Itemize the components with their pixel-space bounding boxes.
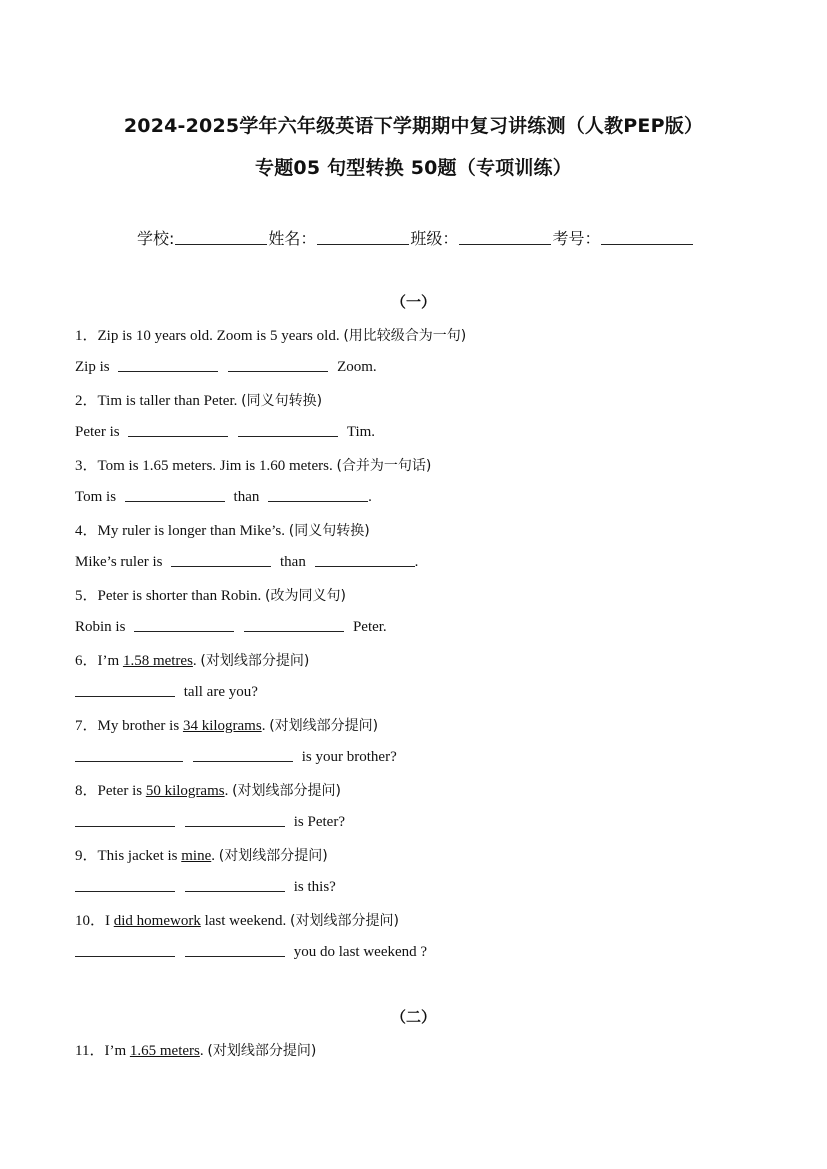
question-text: My brother is [97, 718, 180, 734]
answer-suffix: is your brother? [301, 749, 397, 765]
answer-line-2 [75, 422, 375, 441]
answer-suffix: is this? [293, 879, 336, 895]
school-blank[interactable] [175, 229, 267, 245]
answer-blank[interactable] [268, 487, 368, 502]
answer-blank[interactable] [125, 487, 225, 502]
question-5 [75, 584, 346, 605]
question-3 [75, 454, 431, 475]
answer-blank[interactable] [193, 747, 293, 762]
question-instruction: (对划线部分提问) [207, 1043, 317, 1059]
question-instruction: (同义句转换) [241, 393, 323, 409]
question-text: My ruler is longer than Mike’s. [97, 523, 285, 539]
question-number: 11． [75, 1043, 105, 1059]
underlined-part: 50 kilograms [145, 783, 225, 799]
question-number: 10． [75, 913, 106, 929]
question-7 [75, 714, 378, 735]
student-info-row [137, 226, 694, 249]
answer-prefix: Zip is [75, 359, 110, 375]
answer-blank[interactable] [75, 682, 175, 697]
answer-blank[interactable] [185, 812, 285, 827]
question-number: 1． [75, 328, 98, 344]
question-text: I’m [97, 653, 120, 669]
question-4 [75, 519, 370, 540]
answer-middle: than [233, 489, 260, 505]
answer-suffix: Zoom. [337, 359, 377, 375]
question-text: I [105, 913, 111, 929]
question-number: 2． [75, 393, 98, 409]
underlined-part: 1.65 meters [129, 1043, 200, 1059]
name-blank[interactable] [317, 229, 409, 245]
answer-blank[interactable] [118, 357, 218, 372]
answer-blank[interactable] [228, 357, 328, 372]
underlined-part: 1.58 metres [122, 653, 193, 669]
question-text: Peter is shorter than Robin. [97, 588, 262, 604]
section-heading-2: （二） [390, 1008, 436, 1026]
name-label: 姓名： [268, 229, 317, 248]
question-6 [75, 649, 309, 670]
question-number: 7． [75, 718, 98, 734]
answer-blank[interactable] [238, 422, 338, 437]
question-instruction: (用比较级合为一句) [343, 328, 467, 344]
question-number: 8． [75, 783, 98, 799]
question-text: I’m [104, 1043, 127, 1059]
answer-prefix: Robin is [75, 619, 126, 635]
question-9 [75, 844, 328, 865]
question-instruction: (合并为一句话) [336, 458, 432, 474]
section-heading-1: （一） [390, 293, 436, 311]
question-number: 5． [75, 588, 98, 604]
answer-suffix: . [414, 554, 419, 570]
answer-blank[interactable] [134, 617, 234, 632]
answer-blank[interactable] [128, 422, 228, 437]
question-text-end: . [261, 718, 266, 734]
answer-line-7 [75, 747, 397, 766]
exam-number-label: 考号： [552, 229, 601, 248]
question-instruction: (对划线部分提问) [218, 848, 328, 864]
answer-line-5 [75, 617, 387, 636]
answer-blank[interactable] [185, 942, 285, 957]
underlined-part: mine [181, 848, 212, 864]
question-number: 4． [75, 523, 98, 539]
question-instruction: (对划线部分提问) [200, 653, 310, 669]
underlined-part: 34 kilograms [182, 718, 262, 734]
question-text-end: . [211, 848, 215, 864]
answer-line-8 [75, 812, 345, 831]
class-blank[interactable] [459, 229, 551, 245]
answer-middle: than [280, 554, 306, 570]
question-8 [75, 779, 341, 800]
question-number: 9． [75, 848, 98, 864]
answer-suffix: Peter. [352, 619, 387, 635]
document-title: 2024-2025学年六年级英语下学期期中复习讲练测（人教PEP版） [123, 115, 704, 137]
answer-line-6 [75, 682, 258, 701]
answer-line-1 [75, 357, 377, 376]
answer-prefix: Tom is [75, 489, 117, 505]
answer-suffix: you do last weekend ? [293, 944, 428, 960]
answer-blank[interactable] [75, 812, 175, 827]
question-text: Peter is [97, 783, 143, 799]
school-label: 学校: [137, 229, 175, 248]
answer-blank[interactable] [185, 877, 285, 892]
answer-blank[interactable] [75, 747, 183, 762]
exam-number-blank[interactable] [601, 229, 693, 245]
answer-line-3 [75, 487, 372, 506]
question-instruction: (对划线部分提问) [232, 783, 342, 799]
underlined-part: did homework [113, 913, 201, 929]
answer-suffix: tall are you? [183, 684, 258, 700]
question-text-end: . [192, 653, 197, 669]
answer-line-10 [75, 942, 427, 961]
question-text: Tom is 1.65 meters. Jim is 1.60 meters. [97, 458, 333, 474]
question-2 [75, 389, 322, 410]
answer-blank[interactable] [171, 552, 271, 567]
answer-line-4 [75, 552, 418, 571]
class-label: 班级： [410, 229, 459, 248]
question-text-end: last weekend. [204, 913, 287, 929]
answer-blank[interactable] [315, 552, 415, 567]
answer-suffix: . [368, 489, 372, 505]
question-instruction: (同义句转换) [288, 523, 370, 539]
question-text: Tim is taller than Peter. [97, 393, 238, 409]
question-1 [75, 324, 466, 345]
question-instruction: (改为同义句) [265, 588, 346, 604]
answer-suffix: is Peter? [293, 814, 345, 830]
answer-line-9 [75, 877, 336, 896]
answer-prefix: Mike’s ruler is [75, 554, 163, 570]
answer-blank[interactable] [75, 877, 175, 892]
answer-blank[interactable] [244, 617, 344, 632]
question-text: Zip is 10 years old. Zoom is 5 years old. [97, 328, 340, 344]
question-text: This jacket is [97, 848, 178, 864]
question-instruction: (对划线部分提问) [269, 718, 379, 734]
question-instruction: (对划线部分提问) [289, 913, 399, 929]
question-text-end: . [199, 1043, 204, 1059]
question-10 [75, 909, 399, 930]
question-number: 6． [75, 653, 98, 669]
answer-suffix: Tim. [346, 424, 376, 440]
answer-prefix: Peter is [75, 424, 120, 440]
question-number: 3． [75, 458, 98, 474]
question-text-end: . [224, 783, 229, 799]
answer-blank[interactable] [75, 942, 175, 957]
question-11 [75, 1039, 316, 1060]
document-subtitle: 专题05 句型转换 50题（专项训练） [255, 157, 572, 179]
